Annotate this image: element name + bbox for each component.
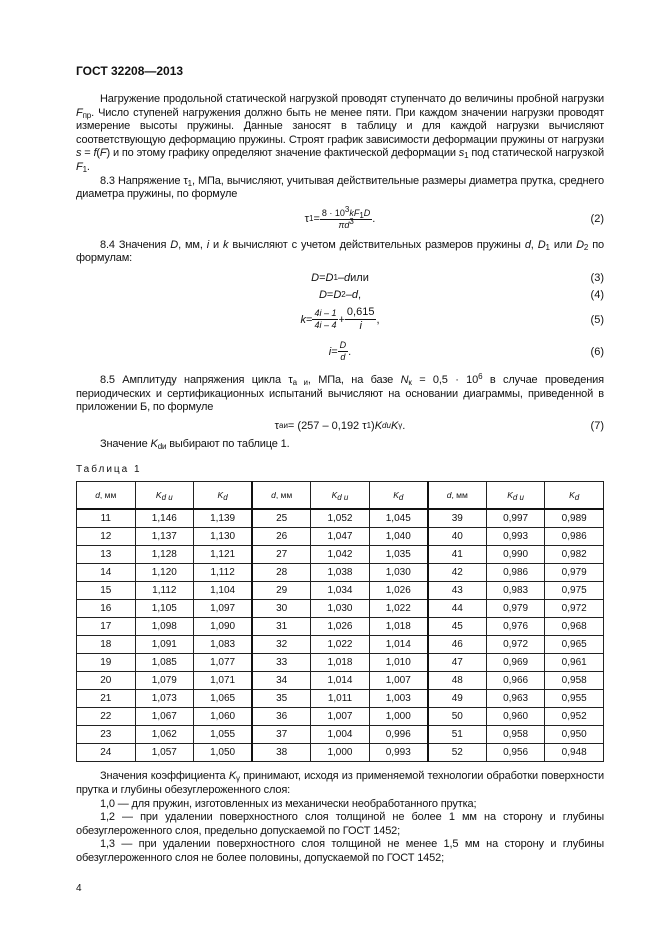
table-cell: 46 [428, 636, 487, 654]
table-cell: 0,958 [545, 672, 604, 690]
table-cell: 1,077 [194, 654, 253, 672]
math-symbol: d [524, 238, 531, 251]
math-symbol: D [576, 238, 584, 251]
text-run: вычисляют с учетом действительных размеров пружины [228, 238, 525, 251]
table-cell: 1,030 [369, 564, 428, 582]
table-cell: 16 [77, 600, 136, 618]
header-symbol: d [271, 490, 276, 501]
formula-text: D [311, 271, 320, 284]
text-run: 1,0 — для пружин, изготовленных из механически необработанного прутка; [100, 797, 477, 810]
formula-text: i [359, 320, 362, 333]
table-cell: 18 [77, 636, 136, 654]
table-cell: 0,982 [545, 546, 604, 564]
table-cell: 1,104 [194, 582, 253, 600]
table-cell: 0,963 [486, 690, 545, 708]
table-cell: 25 [252, 509, 311, 528]
formula-text: = [313, 213, 320, 226]
table-row [77, 690, 604, 708]
column-header [135, 482, 194, 510]
header-symbol: K [155, 490, 162, 501]
table-cell: 36 [252, 708, 311, 726]
table-row [77, 636, 604, 654]
math-symbol: F [99, 147, 107, 160]
table-cell: 0,948 [545, 744, 604, 762]
table-cell: 27 [252, 546, 311, 564]
table-cell: 45 [428, 618, 487, 636]
text-run: 1,3 — при удалении поверхностного слоя толщиной не менее 1,5 мм на сторону и глубины обезуглероженного слоя не более половины, допускаемой по ГОСТ 1452; [76, 838, 604, 864]
header-symbol: K [569, 490, 575, 501]
table-cell: 23 [77, 726, 136, 744]
column-header [486, 482, 545, 510]
table-cell: 1,112 [135, 582, 194, 600]
formula-text: = [326, 288, 334, 301]
table-cell: 43 [428, 582, 487, 600]
formula-text: , [357, 288, 362, 301]
table-cell: 26 [252, 528, 311, 546]
table-cell: 1,000 [311, 744, 370, 762]
table-cell: 1,014 [369, 636, 428, 654]
formula-text: D [318, 288, 327, 301]
text-run: 8.5 Амплитуду напряжения цикла τ [100, 373, 293, 386]
table-row [77, 582, 604, 600]
table-cell: 1,097 [194, 600, 253, 618]
formula-text: = [319, 271, 326, 284]
table-cell: 1,011 [311, 690, 370, 708]
math-symbol: s [458, 147, 465, 160]
table-cell: 1,071 [194, 672, 253, 690]
table-cell: 15 [77, 582, 136, 600]
math-symbol: D [537, 238, 546, 251]
table-cell: 21 [77, 690, 136, 708]
table-cell: 47 [428, 654, 487, 672]
column-header [252, 482, 311, 510]
table-cell: 1,000 [369, 708, 428, 726]
table-row [77, 564, 604, 582]
formula-text: . [348, 345, 352, 358]
formula-text: – [337, 271, 345, 284]
formula-4: D = D 2 – d , (4) [318, 288, 604, 301]
paragraph-8-5 [76, 371, 604, 415]
table-cell: 1,055 [194, 726, 253, 744]
table-cell: 1,038 [311, 564, 370, 582]
math-symbol: а и [292, 377, 308, 387]
text-run: Значения коэффициента [100, 770, 229, 783]
table-cell: 1,120 [135, 564, 194, 582]
text-run: . [86, 160, 90, 173]
table-cell: 31 [252, 618, 311, 636]
formula-text: i [328, 345, 332, 358]
math-symbol: 1 [82, 164, 87, 174]
math-symbol: N [400, 373, 409, 386]
table-cell: 0,976 [486, 618, 545, 636]
column-header [311, 482, 370, 510]
text-run: 8.3 Напряжение τ [100, 174, 188, 187]
list-item [76, 838, 604, 865]
table-cell: 28 [252, 564, 311, 582]
formula-text: d [344, 271, 351, 284]
table-cell: 1,042 [311, 546, 370, 564]
table-cell: 22 [77, 708, 136, 726]
math-symbol: 1 [545, 242, 550, 252]
formula-text: D [339, 340, 347, 351]
text-run: в случае проведения периодических и сертификационных испытаний вычисляют на основании диаграммы, приведенной в приложении Б, по формуле [76, 373, 604, 414]
text-run: Значение [100, 437, 151, 450]
table-cell: 38 [252, 744, 311, 762]
table-cell: 17 [77, 618, 136, 636]
table-1 [76, 481, 604, 762]
formula-number: (2) [590, 213, 604, 226]
table-cell: 13 [77, 546, 136, 564]
formula-text: τ [274, 419, 279, 432]
table-cell: 1,018 [369, 618, 428, 636]
table-row [77, 744, 604, 762]
header-symbol: K [331, 490, 338, 501]
table-cell: 0,993 [369, 744, 428, 762]
header-suffix: d [574, 493, 580, 503]
table-cell: 1,030 [311, 600, 370, 618]
formula-text: 4i – 1 [314, 308, 337, 319]
table-caption: Таблица 1 [76, 464, 142, 476]
table-cell: 42 [428, 564, 487, 582]
table-cell: 11 [77, 509, 136, 528]
column-header [77, 482, 136, 510]
table-cell: 1,137 [135, 528, 194, 546]
header-symbol: K [217, 490, 224, 501]
table-cell: 0,989 [545, 509, 604, 528]
column-header [545, 482, 604, 510]
math-symbol: f [93, 147, 97, 160]
formula-text: 4i – 4 [314, 320, 337, 331]
table-cell: 0,972 [486, 636, 545, 654]
table-cell: 39 [428, 509, 487, 528]
table-cell: 0,997 [486, 509, 545, 528]
text-run: , МПа, вычисляют, учитывая действительные размеры диаметра прутка, среднего диаметра пружины, по формуле [76, 174, 604, 201]
text-run: ( [96, 147, 100, 160]
table-cell: 0,990 [486, 546, 545, 564]
table-cell: 1,004 [311, 726, 370, 744]
table-row [77, 708, 604, 726]
table-cell: 1,034 [311, 582, 370, 600]
table-row [77, 528, 604, 546]
text-run: под статической нагрузкой [468, 147, 604, 160]
formula-text: . [372, 213, 376, 226]
table-cell: 30 [252, 600, 311, 618]
column-header [194, 482, 253, 510]
table-cell: 1,026 [369, 582, 428, 600]
text-run: 8.4 Значения [100, 238, 171, 251]
table-cell: 51 [428, 726, 487, 744]
table-cell: 0,952 [545, 708, 604, 726]
math-symbol: 1 [187, 178, 192, 188]
formula-6 [76, 336, 604, 368]
table-cell: 19 [77, 654, 136, 672]
table-cell: 1,018 [311, 654, 370, 672]
formula-text: τ [304, 213, 309, 226]
table-cell: 1,047 [311, 528, 370, 546]
table-cell: 1,083 [194, 636, 253, 654]
table-cell: 1,007 [369, 672, 428, 690]
table-cell: 0,965 [545, 636, 604, 654]
header-suffix: , мм [275, 490, 293, 501]
table-cell: 1,146 [135, 509, 194, 528]
table-cell: 1,105 [135, 600, 194, 618]
formula-number: (6) [590, 345, 604, 358]
formula-text: 0,615 [346, 306, 375, 319]
header-symbol: d [95, 490, 100, 501]
table-cell: 44 [428, 600, 487, 618]
table-row [77, 600, 604, 618]
table-cell: 40 [428, 528, 487, 546]
table-cell: 0,979 [545, 564, 604, 582]
table-cell: 0,955 [545, 690, 604, 708]
math-symbol: F [76, 160, 83, 173]
header-suffix: , мм [451, 490, 468, 501]
table-cell: 0,996 [369, 726, 428, 744]
text-run: . Число ступеней нагружения должно быть не менее пяти. При каждом значении нагрузки проводят измерение высоты пружины. Данные заносят в таблицу и для каждой нагрузки вычисляют соответствующую деформацию пружины. Строят график зависимости деформации пружины от нагрузки [76, 106, 604, 146]
table-cell: 1,073 [135, 690, 194, 708]
formula-text: D [325, 271, 334, 284]
formula-text: , [376, 313, 380, 326]
table-cell: 41 [428, 546, 487, 564]
formula-number: (3) [590, 271, 604, 284]
header-suffix: d и [161, 493, 173, 503]
header-suffix: d [398, 493, 404, 503]
formula-text: k [300, 313, 306, 326]
list-item [76, 798, 604, 812]
table-cell: 0,960 [486, 708, 545, 726]
table-row [77, 654, 604, 672]
table-cell: 1,003 [369, 690, 428, 708]
formula-number: (4) [590, 288, 604, 301]
table-cell: 35 [252, 690, 311, 708]
formula-text: 3 [344, 204, 350, 214]
table-cell: 1,022 [369, 600, 428, 618]
table-cell: 1,067 [135, 708, 194, 726]
paragraph-8-3 [76, 175, 604, 202]
table-cell: 29 [252, 582, 311, 600]
header-suffix: d и [337, 493, 349, 503]
math-symbol: 6 [478, 371, 483, 381]
column-header [428, 482, 487, 510]
table-cell: 52 [428, 744, 487, 762]
text-run: принимают, исходя из применяемой технологии обработки поверхности прутка и глубины обезуглероженного слоя: [76, 770, 604, 796]
table-cell: 1,026 [311, 618, 370, 636]
formula-text: K [374, 419, 383, 432]
formula-text: ) [371, 419, 375, 432]
formula-text: = (257 – 0,192 τ [287, 419, 367, 432]
table-cell: 0,961 [545, 654, 604, 672]
table-cell: 24 [77, 744, 136, 762]
paragraph-loading [76, 93, 604, 175]
text-run: , мм, [178, 238, 207, 251]
math-symbol: γ [236, 774, 240, 784]
table-cell: 0,986 [486, 564, 545, 582]
formula-text: 8 · 10 [321, 207, 345, 218]
header-suffix: , мм [99, 490, 117, 501]
table-cell: 1,130 [194, 528, 253, 546]
formula-number: (7) [590, 419, 604, 432]
math-symbol: D [170, 238, 179, 251]
table-cell: 48 [428, 672, 487, 690]
table-cell: 0,966 [486, 672, 545, 690]
formula-text: 3 [349, 216, 354, 226]
column-header [369, 482, 428, 510]
math-symbol: 2 [583, 242, 589, 252]
table-header-row [77, 482, 604, 510]
table-cell: 0,986 [545, 528, 604, 546]
math-symbol: 1 [464, 151, 469, 161]
formula-text: kF [349, 207, 360, 218]
formula-3: D = D 1 – d или (3) [311, 271, 604, 284]
formula-text: 1 [359, 210, 364, 220]
table-cell: 50 [428, 708, 487, 726]
text-run: = [81, 147, 94, 160]
math-symbol: F [76, 106, 83, 119]
header-symbol: K [393, 490, 399, 501]
paragraph-kgamma [76, 770, 604, 797]
text-run: 1,2 — при удалении поверхностного слоя толщиной не более 1 мм на сторону и глубины обезуглероженного слоя, предельно допускаемой по ГОСТ 1452; [76, 811, 604, 837]
table-cell: 1,022 [311, 636, 370, 654]
table-cell: 1,079 [135, 672, 194, 690]
formula-2: τ 1 = $\frac{8 \cdot 10^3kF_1D}{\pi d^3}$ . (2) [304, 204, 604, 230]
table-cell: 0,950 [545, 726, 604, 744]
math-symbol: i [206, 238, 210, 251]
table-cell: 14 [77, 564, 136, 582]
table-cell: 1,128 [135, 546, 194, 564]
list-item [76, 811, 604, 838]
table-cell: 0,975 [545, 582, 604, 600]
page-number: 4 [76, 883, 82, 895]
formula-number: (5) [590, 313, 604, 326]
text-run: , МПа, на базе [307, 373, 401, 386]
text-run: = 0,5 · 10 [411, 373, 479, 386]
table-row [77, 726, 604, 744]
table-cell: 1,121 [194, 546, 253, 564]
table-cell: 1,139 [194, 509, 253, 528]
math-symbol: пр [82, 110, 92, 120]
formula-text: D [363, 207, 371, 218]
math-symbol: k [223, 238, 229, 251]
table-cell: 0,969 [486, 654, 545, 672]
table-cell: 33 [252, 654, 311, 672]
formula-5 [76, 304, 604, 336]
table-cell: 1,050 [194, 744, 253, 762]
table-row [77, 618, 604, 636]
text-run: и [209, 238, 224, 251]
table-cell: 1,057 [135, 744, 194, 762]
math-symbol: K [150, 437, 158, 450]
text-run: выбирают по таблице 1. [166, 437, 290, 450]
table-cell: 1,062 [135, 726, 194, 744]
table-cell: 0,979 [486, 600, 545, 618]
text-run: , [530, 238, 538, 251]
math-symbol: к [408, 377, 412, 387]
table-cell: 12 [77, 528, 136, 546]
header-symbol: d [446, 490, 452, 501]
table-cell: 0,993 [486, 528, 545, 546]
table-cell: 1,010 [369, 654, 428, 672]
formula-text: πd [338, 219, 350, 230]
table-cell: 20 [77, 672, 136, 690]
table-cell: 1,112 [194, 564, 253, 582]
table-cell: 0,968 [545, 618, 604, 636]
table-cell: 1,035 [369, 546, 428, 564]
table-cell: 1,045 [369, 509, 428, 528]
formula-text: . [402, 419, 406, 432]
table-cell: 37 [252, 726, 311, 744]
page-content [76, 0, 604, 935]
table-cell: 1,098 [135, 618, 194, 636]
table-cell: 0,958 [486, 726, 545, 744]
formula-text: d [340, 352, 346, 363]
text-run: Нагружение продольной статической нагрузкой проводят ступенчато до величины пробной нагрузки [100, 93, 604, 105]
formula-text: = [306, 313, 313, 326]
table-row [77, 546, 604, 564]
table-row [77, 672, 604, 690]
header-suffix: d и [512, 493, 524, 503]
table-cell: 1,007 [311, 708, 370, 726]
table-cell: 1,065 [194, 690, 253, 708]
table-cell: 1,085 [135, 654, 194, 672]
formula-text: D [333, 288, 342, 301]
table-cell: 1,014 [311, 672, 370, 690]
formula-text: = [331, 345, 338, 358]
document-header: ГОСТ 32208—2013 [76, 64, 184, 78]
table-cell: 1,060 [194, 708, 253, 726]
formula-7: τ аи = (257 – 0,192 τ 1 ) K dи K γ . (7) [274, 419, 604, 432]
formula-text: K [390, 419, 399, 432]
text-run: ) и по этому графику определяют значение фактической деформации [106, 147, 459, 160]
table-cell: 49 [428, 690, 487, 708]
formula-text: или [350, 271, 369, 284]
text-run: или [549, 238, 577, 251]
header-suffix: d [223, 493, 228, 503]
paragraph-8-4 [76, 239, 604, 266]
table-cell: 1,052 [311, 509, 370, 528]
math-symbol: K [228, 770, 237, 783]
header-symbol: K [507, 490, 513, 501]
table-cell: 1,091 [135, 636, 194, 654]
formula-text: + [338, 313, 345, 326]
paragraph-kdi [76, 438, 604, 452]
table-cell: 34 [252, 672, 311, 690]
formula-text: – [345, 288, 352, 301]
table-row [77, 509, 604, 528]
table-cell: 0,972 [545, 600, 604, 618]
table-cell: 1,040 [369, 528, 428, 546]
table-cell: 32 [252, 636, 311, 654]
formula-text: d [351, 288, 358, 301]
table-cell: 0,956 [486, 744, 545, 762]
table-cell: 1,090 [194, 618, 253, 636]
table-cell: 0,983 [486, 582, 545, 600]
text-run: по формулам: [76, 238, 605, 265]
math-symbol: dи [157, 441, 167, 451]
math-symbol: s [76, 147, 82, 160]
